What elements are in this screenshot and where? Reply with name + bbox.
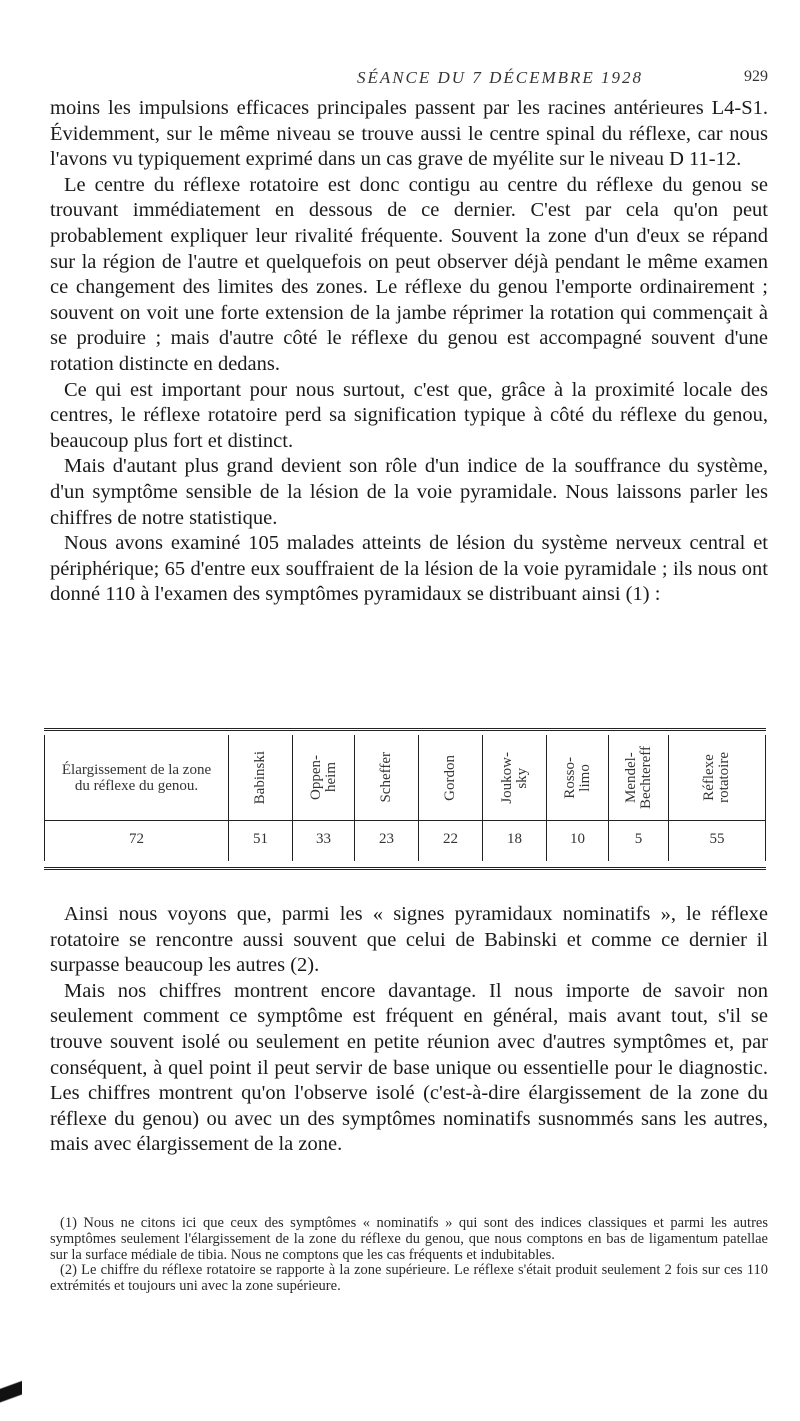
paragraph: Ce qui est important pour nous surtout, c'est que, grâce à la proximité locale des centres, le réflexe rotatoire perd sa signification typique à côté du réflexe du genou, beaucoup plus fort et distinct. xyxy=(50,378,768,452)
table-value: 72 xyxy=(129,831,144,847)
footnote: (1) Nous ne citons ici que ceux des symptômes « nominatifs » qui sont des indices classiques et parmi les autres symptômes seulement l'élargissement de la zone du réflexe du genou, que nous comptons en bas de ligamentum patellae sur la surface médiale de tibia. Nous ne comptons que les cas fréquents et indubitables. xyxy=(50,1215,768,1263)
table-grid xyxy=(44,735,766,861)
lower-body-text xyxy=(50,902,768,1158)
statistics-table xyxy=(44,728,766,870)
table-header: Babinski xyxy=(252,750,268,805)
table-value: 23 xyxy=(379,831,394,847)
paragraph: Nous avons examiné 105 malades atteints de lésion du système nerveux central et périphérique; 65 d'entre eux souffraient de la lésion de la voie pyramidale ; ils nous ont donné 110 à l'examen des symptômes pyramidaux se distribuant ainsi (1) : xyxy=(50,532,768,606)
paragraph: moins les impulsions efficaces principales passent par les racines antérieures L4-S1. Évidemment, sur le même niveau se trouve aussi le centre spinal du réflexe, car nous l'avons vu typiquement exprimé dans un cas grave de myélite sur le niveau D 11-12. xyxy=(50,97,768,171)
table-value: 5 xyxy=(634,831,643,847)
table-column-zone xyxy=(45,735,229,861)
table-value: 10 xyxy=(570,831,585,847)
paragraph: Ainsi nous voyons que, parmi les « signes pyramidaux nominatifs », le réflexe rotatoire se rencontre aussi souvent que celui de Babinski et comme ce dernier il surpasse beaucoup les autres (2). xyxy=(50,903,768,977)
table-header-zone: Élargissement de la zone du réflexe du genou. xyxy=(61,761,212,794)
page-number: 929 xyxy=(744,68,768,85)
footnotes xyxy=(50,1216,768,1295)
table-column xyxy=(669,735,765,861)
paragraph: Mais d'autant plus grand devient son rôle d'un indice de la souffrance du système, d'un symptôme sensible de la lésion de la voie pyramidale. Nous laissons parler les chiffres de notre statistique. xyxy=(50,455,768,529)
table-value: 55 xyxy=(709,831,725,847)
table-column xyxy=(293,735,355,861)
table-column xyxy=(547,735,609,861)
paragraph: Mais nos chiffres montrent encore davantage. Il nous importe de savoir non seulement comment ce symptôme est fréquent en général, mais avant tout, s'il se trouve souvent isolé ou seulement en petite réunion avec d'autres symptômes et, par conséquent, à quel point il peut servir de base unique ou essentielle pour le diagnostic. Les chiffres montrent qu'on l'observe isolé (c'est-à-dire élargissement de la zone du réflexe du genou) ou avec un des symptômes nominatifs susnommés sans les autres, mais avec élargissement de la zone. xyxy=(50,979,768,1156)
body-text xyxy=(50,96,768,608)
table-column xyxy=(609,735,669,861)
table-header: Mendel- Bechtereff xyxy=(622,745,654,810)
table-header: Oppen- heim xyxy=(307,755,339,800)
table-column xyxy=(483,735,547,861)
table-header: Gordon xyxy=(442,754,458,801)
running-title: SÉANCE DU 7 DÉCEMBRE 1928 xyxy=(356,68,644,87)
table-header: Réflexe rotatoire xyxy=(701,752,732,803)
table-value: 51 xyxy=(253,831,268,847)
table-value: 22 xyxy=(443,831,458,847)
table-column xyxy=(419,735,483,861)
table-header: Rosso- limo xyxy=(561,756,593,799)
table-value: 18 xyxy=(507,831,522,847)
scan-edge-shadow xyxy=(0,1361,22,1421)
table-column xyxy=(355,735,419,861)
table-header: Scheffer xyxy=(378,752,394,803)
table-header: Joukow- sky xyxy=(498,751,530,804)
table-column xyxy=(229,735,293,861)
paragraph: Le centre du réflexe rotatoire est donc contigu au centre du réflexe du genou se trouvant immédiatement en dessous de ce dernier. C'est par cela qu'on peut probablement expliquer leur rivalité fréquente. Souvent la zone d'un d'eux se répand sur la région de l'autre et quelquefois on peut observer déjà pendant le même examen ce changement des limites des zones. Le réflexe du genou l'emporte ordinairement ; souvent on voit une forte extension de la jambe réprimer la rotation qui commençait à se produire ; mais d'autre côté le réflexe du genou est accompagné souvent d'une rotation distincte en dedans. xyxy=(50,173,768,375)
table-value: 33 xyxy=(316,831,331,847)
footnote: (2) Le chiffre du réflexe rotatoire se rapporte à la zone supérieure. Le réflexe s'était produit seulement 2 fois sur ces 110 extrémités et toujours uni avec la zone supérieure. xyxy=(50,1262,768,1295)
